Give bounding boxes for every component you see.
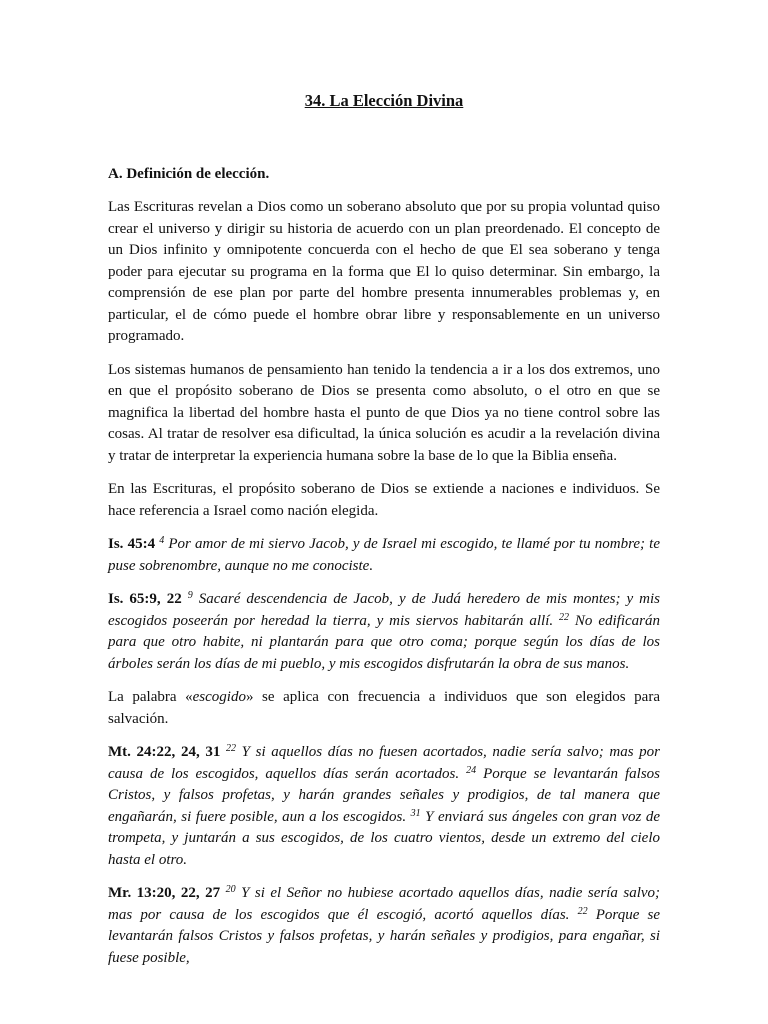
verse-text: Sacaré descendencia de Jacob, y de Judá heredero de mis montes; y mis escogidos poseerán por heredad la tierra, y mis siervos habitarán allí. [108,591,661,629]
verse-number: 22 [559,611,570,623]
scripture-isaiah-45 [108,534,660,577]
scripture-reference: Is. 65:9, 22 [108,591,182,607]
scripture-reference: Is. 45:4 [108,536,156,552]
verse-number: 4 [159,535,165,546]
verse-number: 22 [577,905,588,917]
verse-text: Por amor de mi siervo Jacob, y de Israel mi escogido, te llamé por tu nombre; te puse sobrenombre, aunque no me conociste. [108,536,661,574]
paragraph-1: Las Escrituras revelan a Dios como un soberano absoluto que por su propia voluntad quiso crear el universo y dirigir su historia de acuerdo con un plan preordenado. El concepto de un Dios infinito y omnipotente concuerda con el hecho de que El sea soberano y tenga poder para ejecutar su programa en la forma que El lo quiso determinar. Sin embargo, la comprensión de ese plan por parte del hombre presenta innumerables problemas y, en particular, el de cómo puede el hombre obrar libre y responsablemente en un universo programado. [108,199,660,344]
scripture-reference: Mt. 24:22, 24, 31 [108,744,221,760]
emphasized-term: escogido [192,689,246,705]
scripture-mark-13 [108,883,660,969]
paragraph-2: Los sistemas humanos de pensamiento han tenido la tendencia a ir a los dos extremos, uno en que el propósito soberano de Dios se presenta como absoluto, o el otro en que se magnifica la libertad del hombre hasta el punto de que Dios ya no tiene control sobre las cosas. Al tratar de resolver esa dificultad, la única solución es acudir a la revelación divina y tratar de interpretar la experiencia humana sobre la base de lo que la Biblia enseña. [108,361,660,464]
scripture-reference: Mr. 13:20, 22, 27 [108,885,221,901]
paragraph-3: En las Escrituras, el propósito soberano de Dios se extiende a naciones e individuos. Se hace referencia a Israel como nación elegida. [108,481,660,519]
verse-number: 9 [187,590,193,601]
scripture-isaiah-65 [108,589,660,675]
paragraph-4 [108,687,660,730]
verse-text: Porque se levantarán falsos Cristos, y falsos profetas, y harán grandes señales y prodigios, de tal manera que engañarán, si fuere posible, aun a los escogidos. [108,765,661,825]
verse-text: Y si el Señor no hubiese acortado aquellos días, nadie sería salvo; mas por causa de los escogidos que él escogió, acortó aquellos días. [108,885,661,923]
paragraph-4-text-end: » se aplica con frecuencia a individuos que son elegidos para salvación. [108,689,660,727]
verse-text: Y enviará sus ángeles con gran voz de trompeta, y juntarán a sus escogidos, de los cuatro vientos, desde un extremo del cielo hasta el otro. [108,808,661,868]
verse-text: Porque se levantarán falsos Cristos y falsos profetas, y harán señales y prodigios, para engañar, si fuese posible, [108,906,661,966]
page-title: 34. La Elección Divina [304,91,464,110]
verse-number: 31 [410,807,421,819]
verse-number: 20 [225,884,236,895]
verse-number: 22 [226,743,236,754]
scripture-matthew-24 [108,742,660,871]
page-content [108,90,660,969]
verse-text: No edificarán para que otro habite, ni plantarán para que otro coma; porque según los días de los árboles serán los días de mi pueblo, y mis escogidos disfrutarán la obra de sus manos. [108,612,660,672]
section-heading: A. Definición de elección. [108,165,270,182]
verse-number: 24 [466,764,477,776]
verse-text: Y si aquellos días no fuesen acortados, nadie sería salvo; mas por causa de los escogidos, aquellos días serán acortados. [108,744,661,782]
paragraph-4-text-start: La palabra « [108,689,193,705]
